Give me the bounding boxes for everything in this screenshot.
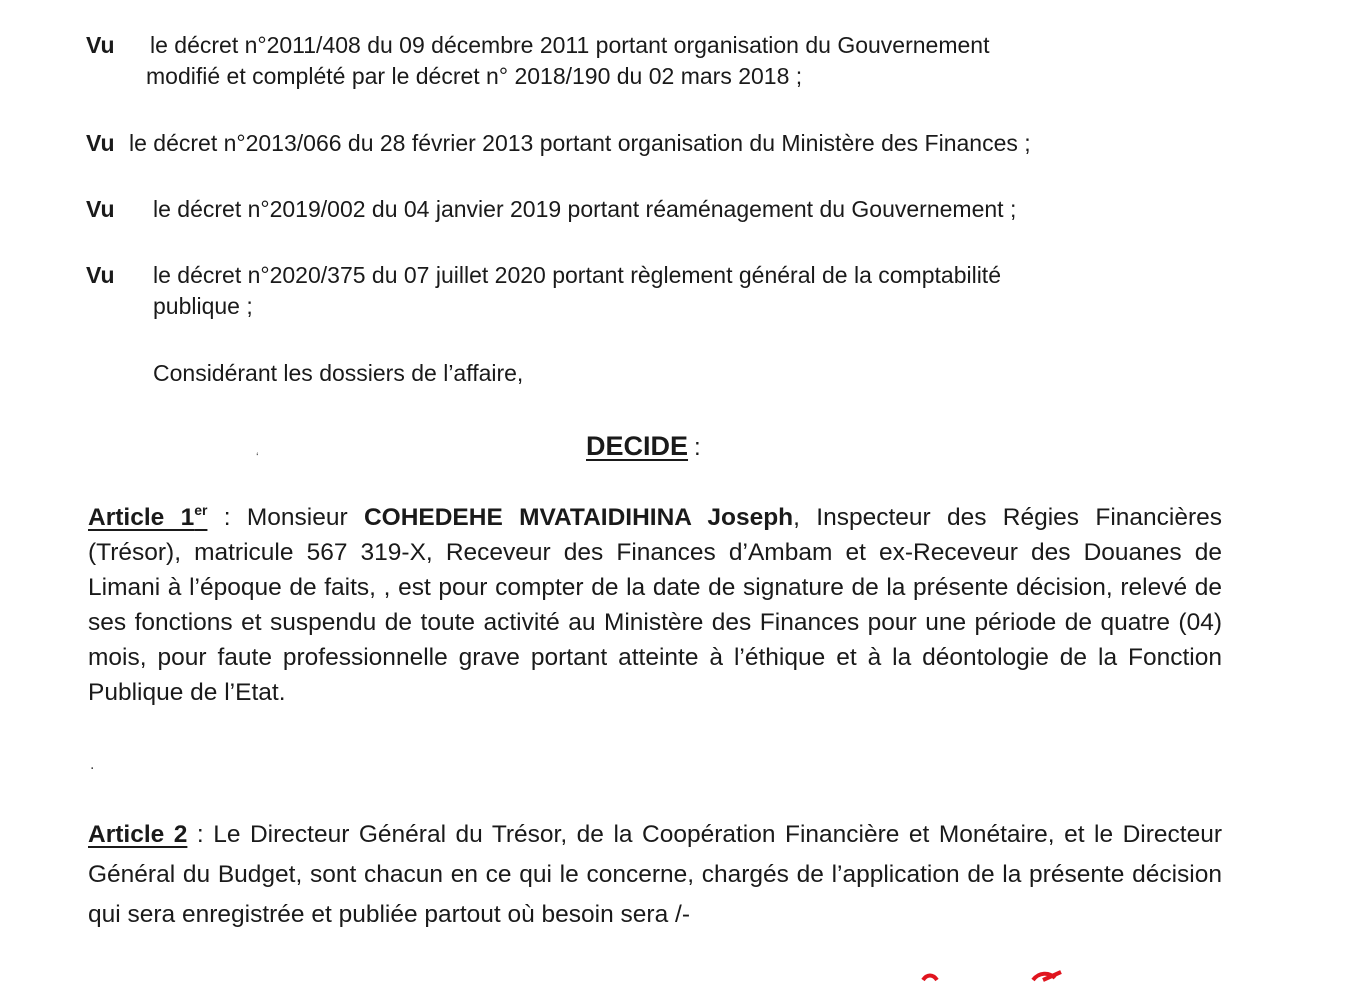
vu-item-line: modifié et complété par le décret n° 2018/190 du 02 mars 2018 ; — [146, 63, 803, 89]
person-name: COHEDEHE MVATAIDIHINA Joseph — [363, 504, 794, 531]
vu-item-line: le décret n°2011/408 du 09 décembre 2011 portant organisation du Gouvernement — [150, 32, 990, 58]
vu-item-line: le décret n°2020/375 du 07 juillet 2020 portant règlement général de la comptabilité — [153, 262, 1001, 288]
considerant-line: Considérant les dossiers de l’affaire, — [153, 360, 524, 386]
vu-item-text — [153, 194, 1233, 225]
article-1 — [88, 500, 1222, 710]
scan-speck: ‘ — [256, 450, 259, 464]
article-1-title-sup: er — [194, 502, 208, 518]
article-1-body: , Inspecteur des Régies Financières (Trésor), matricule 567 319-X, Receveur des Finances d’Ambam et ex-Receveur des Douanes de Limani à l’époque de faits, , est pour compter de la date de signature de la présente décision, relevé de ses fonctions et suspendu de toute activité au Ministère des Finances pour une période de quatre (04) mois, pour faute professionnelle grave portant atteinte à l’éthique et à la déontologie de la Fonction Publique de l’Etat. — [88, 504, 1223, 706]
article-2-title: Article 2 — [88, 821, 188, 848]
vu-item-text — [146, 30, 1230, 92]
vu-label: Vu — [86, 196, 115, 222]
article-1-title — [88, 504, 207, 531]
vu-item-line: publique ; — [153, 293, 253, 319]
vu-item-text — [153, 260, 1233, 322]
vu-label: Vu — [86, 130, 115, 156]
decide-colon: : — [694, 434, 701, 461]
vu-item-4 — [86, 260, 1236, 319]
vu-label: Vu — [86, 32, 115, 58]
vu-item-2 — [86, 128, 1236, 159]
vu-item-line: le décret n°2019/002 du 04 janvier 2019 portant réaménagement du Gouvernement ; — [153, 196, 1017, 222]
decide-heading — [586, 429, 701, 465]
article-2-body: : Le Directeur Général du Trésor, de la Coopération Financière et Monétaire, et le Directeur Général du Budget, sont chacun en ce qui le concerne, chargés de l’application de la présente décision qui sera enregistrée et publiée partout où besoin sera /- — [88, 821, 1222, 928]
article-2 — [88, 815, 1222, 935]
vu-item-1 — [86, 30, 1236, 89]
decide-word: DECIDE — [586, 431, 689, 461]
scan-speck: . — [90, 756, 95, 773]
vu-item-3 — [86, 194, 1236, 225]
article-1-title-text: Article 1 — [88, 504, 195, 531]
vu-label: Vu — [86, 262, 115, 288]
vu-item-text — [129, 128, 1209, 159]
vu-item-line: le décret n°2013/066 du 28 février 2013 portant organisation du Ministère des Finances ; — [129, 130, 1031, 156]
article-1-sep: : Monsieur — [207, 504, 364, 531]
